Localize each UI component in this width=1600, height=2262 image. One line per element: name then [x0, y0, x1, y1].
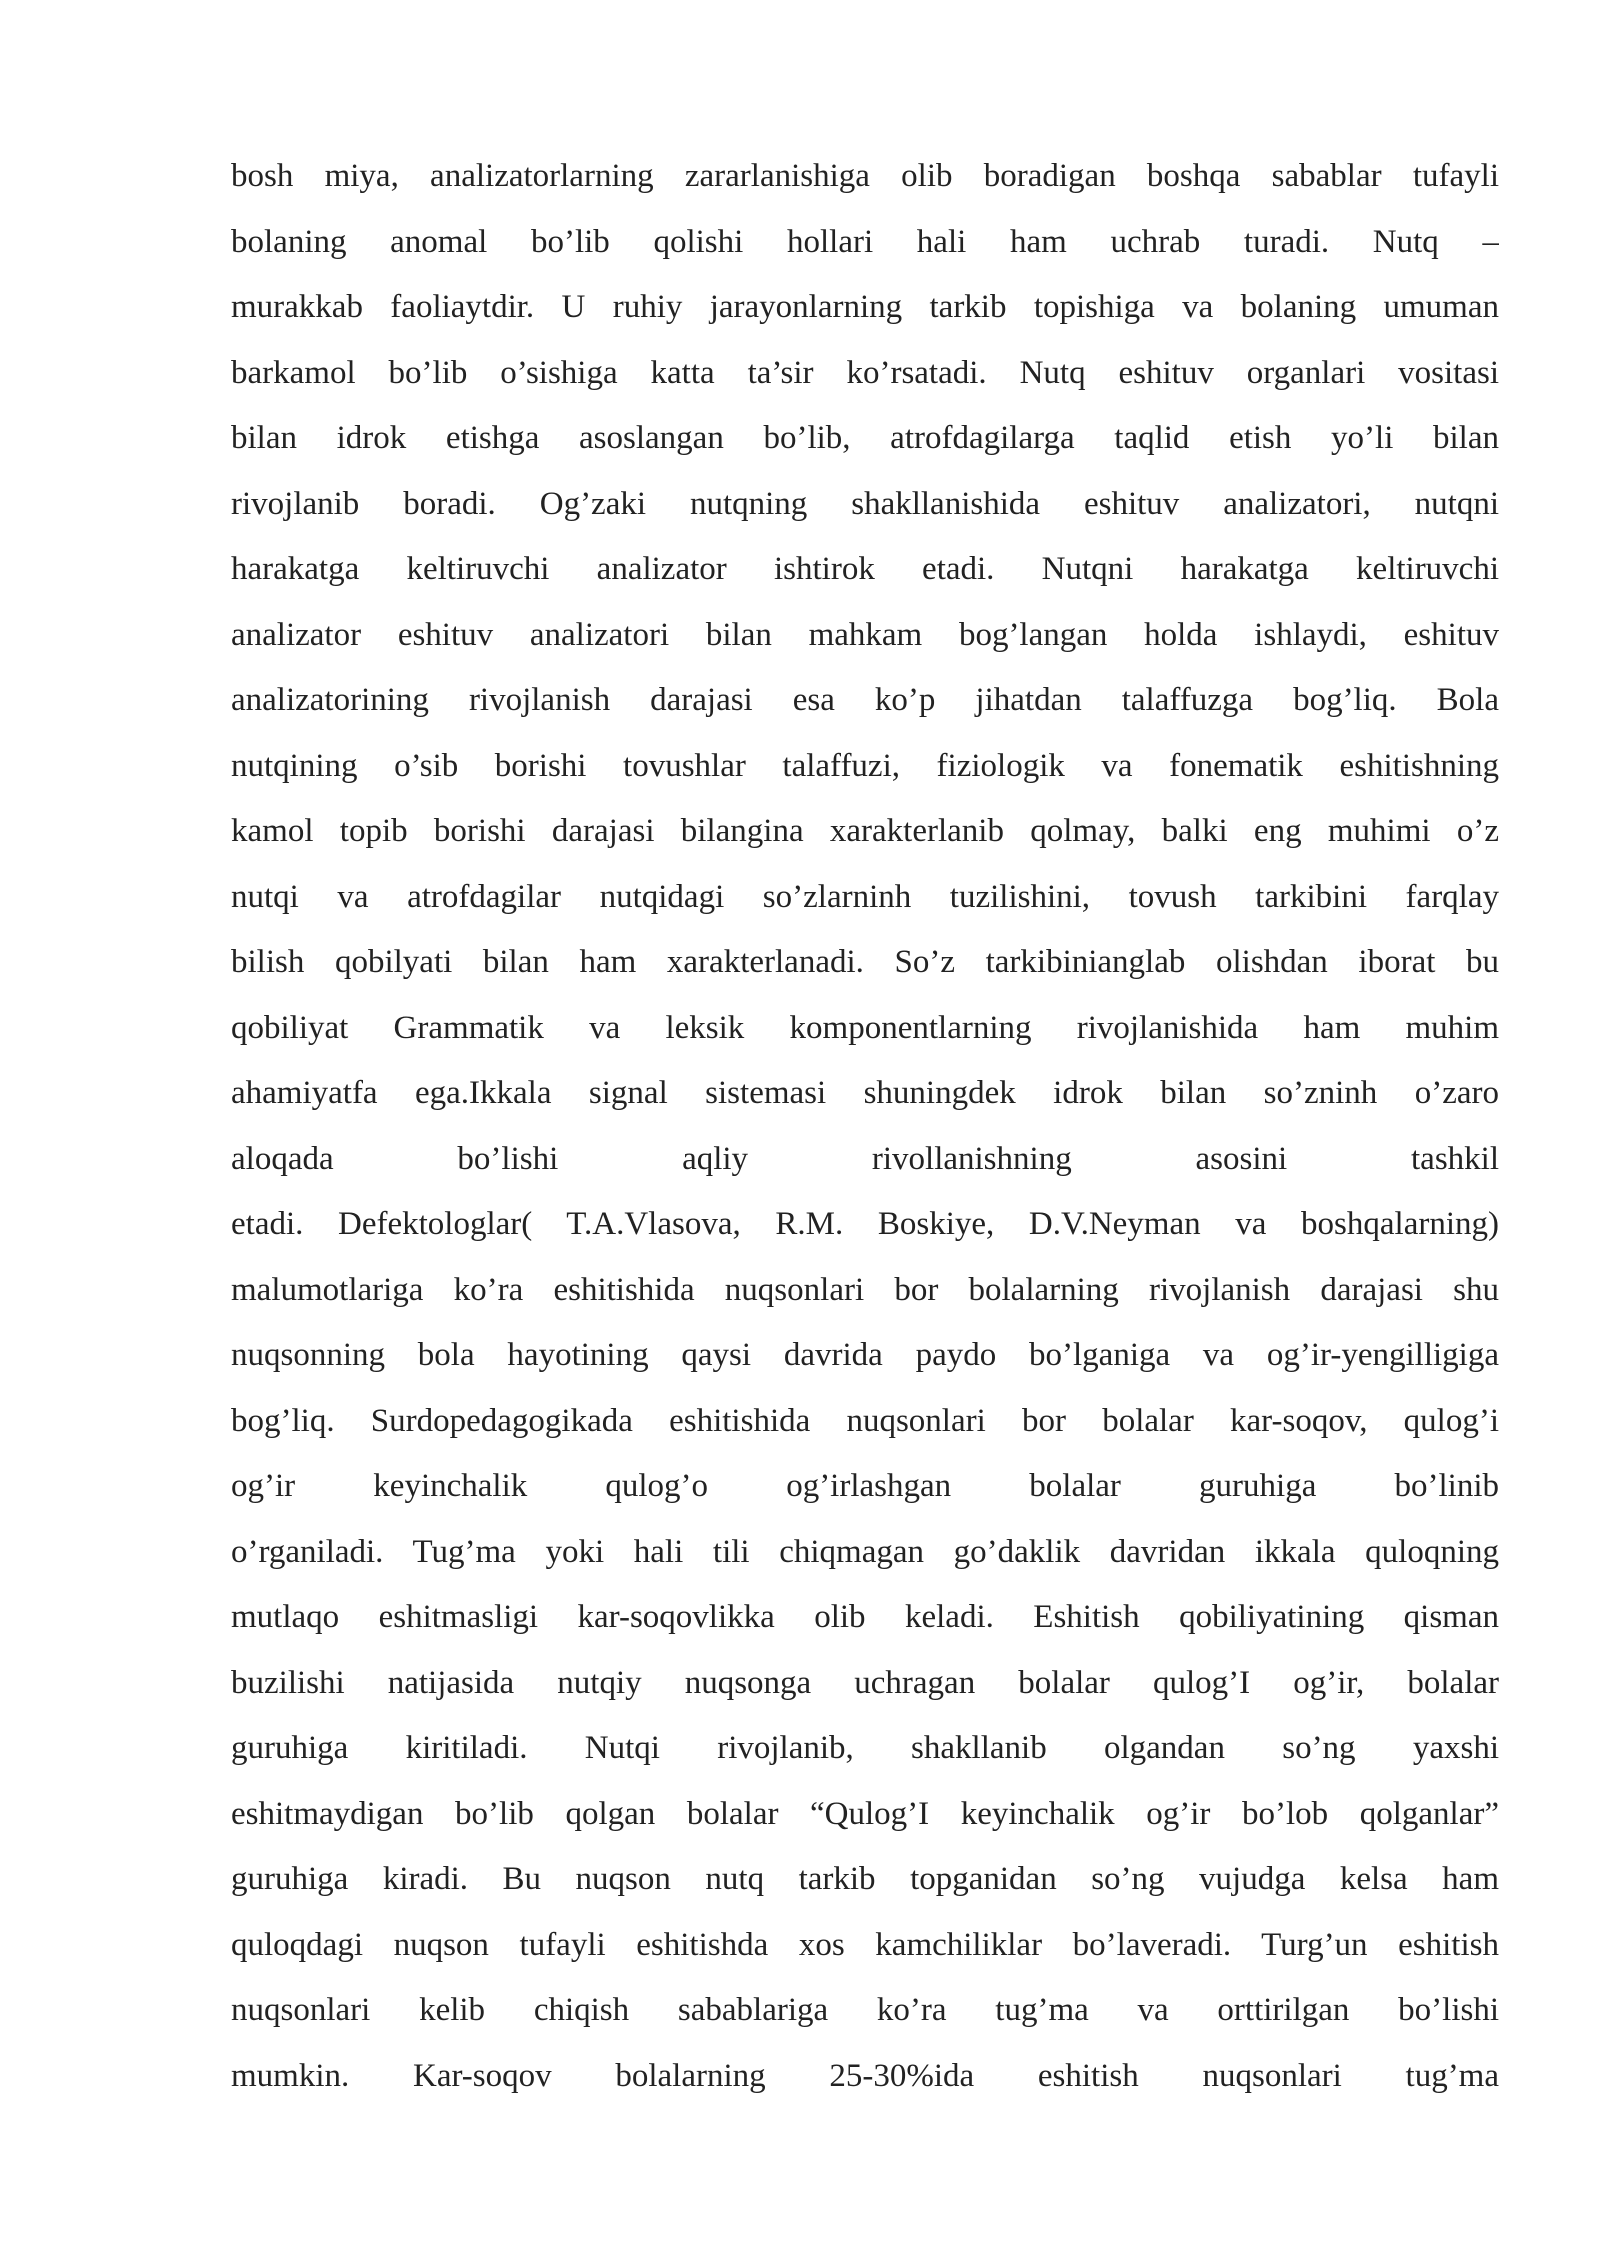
text-line: bilish qobilyati bilan ham xarakterlanadi. So’z tarkibinianglab olishdan iborat bu [231, 944, 1499, 980]
text-line: nutqining o’sib borishi tovushlar talaffuzi, fiziologik va fonematik eshitishning [231, 747, 1499, 784]
text-line: murakkab faoliaytdir. U ruhiy jarayonlarning tarkib topishiga va bolaning umuman [231, 289, 1499, 325]
text-line: bolaning anomal bo’lib qolishi hollari hali ham uchrab turadi. Nutq – [231, 223, 1499, 260]
text-line: o’rganiladi. Tug’ma yoki hali tili chiqmagan go’daklik davridan ikkala quloqning [231, 1533, 1499, 1570]
text-line: eshitmaydigan bo’lib qolgan bolalar “Qulog’I keyinchalik og’ir bo’lob qolganlar” [231, 1795, 1499, 1832]
text-line: qobiliyat Grammatik va leksik komponentlarning rivojlanishida ham muhim [231, 1009, 1499, 1046]
text-line: etadi. Defektologlar( T.A.Vlasova, R.M. Boskiye, D.V.Neyman va boshqalarning) [231, 1206, 1499, 1242]
text-line: quloqdagi nuqson tufayli eshitishda xos kamchiliklar bo’laveradi. Turg’un eshitish [231, 1926, 1499, 1963]
text-line: ahamiyatfa ega.Ikkala signal sistemasi shuningdek idrok bilan so’zninh o’zaro [231, 1075, 1499, 1111]
body-text [231, 150, 1499, 2115]
text-line: og’ir keyinchalik qulog’o og’irlashgan bolalar guruhiga bo’linib [231, 1468, 1499, 1504]
text-line: bilan idrok etishga asoslangan bo’lib, atrofdagilarga taqlid etish yo’li bilan [231, 420, 1499, 456]
text-line: analizatorining rivojlanish darajasi esa ko’p jihatdan talaffuzga bog’liq. Bola [231, 682, 1499, 718]
text-line: nuqsonlari kelib chiqish sabablariga ko’ra tug’ma va orttirilgan bo’lishi [231, 1992, 1499, 2028]
text-line: malumotlariga ko’ra eshitishida nuqsonlari bor bolalarning rivojlanish darajasi shu [231, 1271, 1499, 1308]
text-line: guruhiga kiritiladi. Nutqi rivojlanib, shakllanib olgandan so’ng yaxshi [231, 1730, 1499, 1766]
text-line: guruhiga kiradi. Bu nuqson nutq tarkib topganidan so’ng vujudga kelsa ham [231, 1861, 1499, 1897]
text-line: mumkin. Kar-soqov bolalarning 25-30%ida eshitish nuqsonlari tug’ma [231, 2057, 1499, 2094]
text-line: nuqsonning bola hayotining qaysi davrida paydo bo’lganiga va og’ir-yengilligiga [231, 1337, 1499, 1373]
text-line: buzilishi natijasida nutqiy nuqsonga uchragan bolalar qulog’I og’ir, bolalar [231, 1664, 1499, 1701]
text-line: bosh miya, analizatorlarning zararlanishiga olib boradigan boshqa sabablar tufayli [231, 158, 1499, 194]
text-line: aloqada bo’lishi aqliy rivollanishning asosini tashkil [231, 1140, 1499, 1177]
text-line: bog’liq. Surdopedagogikada eshitishida nuqsonlari bor bolalar kar-soqov, qulog’i [231, 1402, 1499, 1439]
text-line: barkamol bo’lib o’sishiga katta ta’sir ko’rsatadi. Nutq eshituv organlari vositasi [231, 354, 1499, 391]
text-line: kamol topib borishi darajasi bilangina xarakterlanib qolmay, balki eng muhimi o’z [231, 813, 1499, 849]
text-line: harakatga keltiruvchi analizator ishtirok etadi. Nutqni harakatga keltiruvchi [231, 551, 1499, 587]
text-line: nutqi va atrofdagilar nutqidagi so’zlarninh tuzilishini, tovush tarkibini farqlay [231, 878, 1499, 915]
text-line: mutlaqo eshitmasligi kar-soqovlikka olib keladi. Eshitish qobiliyatining qisman [231, 1599, 1499, 1635]
text-line: rivojlanib boradi. Og’zaki nutqning shakllanishida eshituv analizatori, nutqni [231, 485, 1499, 522]
text-line: analizator eshituv analizatori bilan mahkam bog’langan holda ishlaydi, eshituv [231, 616, 1499, 653]
